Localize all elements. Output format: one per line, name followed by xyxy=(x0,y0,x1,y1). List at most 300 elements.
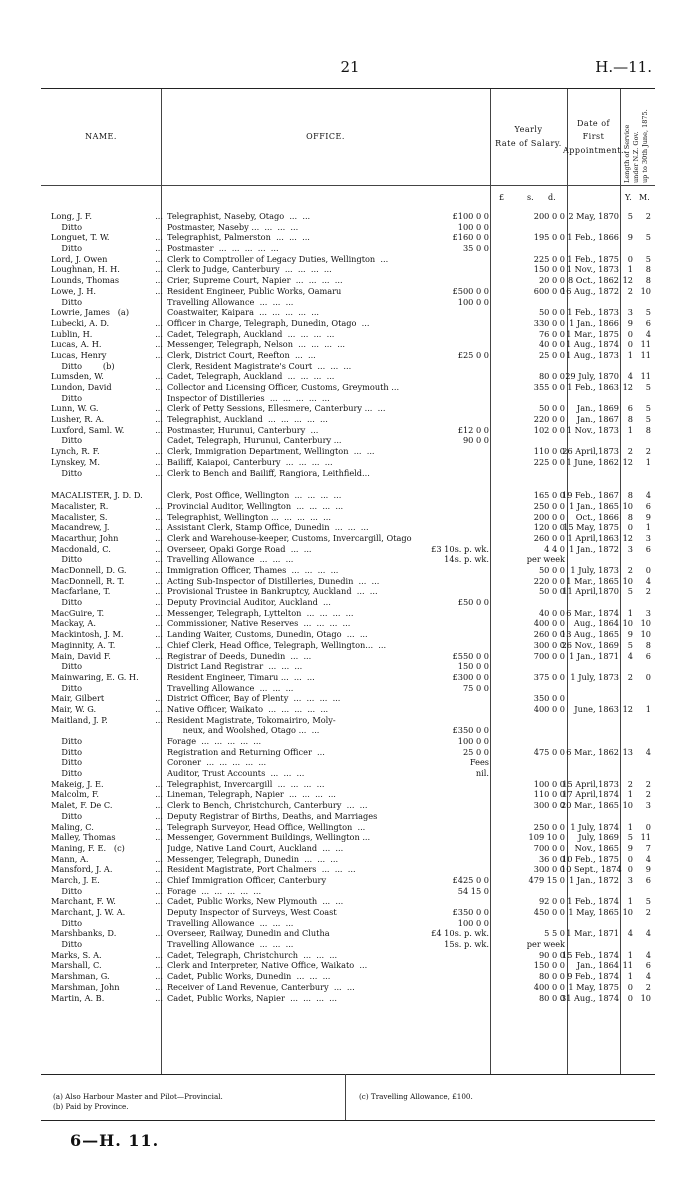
cell-rate: 450 0 0 xyxy=(533,907,565,917)
cell-date: 1 Feb., 1866 xyxy=(567,232,619,243)
table-row xyxy=(41,800,655,811)
table-row xyxy=(41,565,655,576)
cell-office: Auditor, Trust Accounts ... ... ... xyxy=(167,768,305,779)
cell-rate: 475 0 0 xyxy=(533,746,565,757)
leader-dots: ... xyxy=(155,800,163,811)
footnote-b: (b) Paid by Province. xyxy=(53,1102,129,1111)
cell-date: 1 Aug., 1873 xyxy=(566,349,619,360)
cell-months: 2 xyxy=(645,907,651,917)
cell-date: Jan., 1864 xyxy=(576,960,619,971)
leader-dots: ... xyxy=(155,981,163,992)
leader-dots: ... xyxy=(155,821,163,832)
cell-date: 16 Aug., 1872 xyxy=(561,285,620,296)
cell-name: Lord, J. Owen xyxy=(51,253,108,264)
leader-dots: ... xyxy=(155,992,163,1003)
cell-name: Lucas, A. H. xyxy=(51,339,102,350)
cell-sub-amount: £350 0 0 xyxy=(452,725,489,736)
cell-name: Marshman, G. xyxy=(51,971,110,982)
cell-months: 1 xyxy=(645,456,651,467)
table-row xyxy=(41,382,655,393)
table-row xyxy=(41,435,655,446)
cell-months: 2 xyxy=(645,778,651,789)
cell-date: 1 Jan., 1872 xyxy=(569,874,619,885)
leader-dots: ... xyxy=(155,382,163,392)
cell-office: Bailiff, Kaiapoi, Canterbury ... ... ... ... xyxy=(167,456,333,467)
cell-name: Ditto xyxy=(51,810,83,821)
leader-dots: ... xyxy=(155,232,163,243)
cell-date: 1 Aug., 1874 xyxy=(566,339,619,350)
cell-rate: 200 0 0 xyxy=(533,511,565,522)
cell-date: 1 Feb., 1863 xyxy=(567,382,619,392)
cell-date: 1 July, 1873 xyxy=(570,565,619,575)
cell-date: 19 Feb., 1867 xyxy=(562,490,619,501)
leader-dots: ... xyxy=(155,414,163,425)
table-row xyxy=(41,211,655,222)
cell-name: Maginnity, A. T. xyxy=(51,639,116,650)
cell-office: Acting Sub-Inspector of Distilleries, Dunedin ... ... xyxy=(167,575,380,586)
unit-pound: £ xyxy=(499,193,505,202)
cell-years: 2 xyxy=(627,778,633,789)
cell-years: 13 xyxy=(622,746,633,757)
cell-years: 8 xyxy=(627,511,633,522)
cell-name: Lubecki, A. D. xyxy=(51,317,110,328)
cell-name: Mann, A. xyxy=(51,853,89,864)
cell-rate: 5 5 0 xyxy=(544,928,565,939)
table-row xyxy=(41,339,655,350)
cell-name: Ditto xyxy=(51,467,83,478)
cell-office: Travelling Allowance ... ... ... xyxy=(167,939,294,950)
leader-dots: ... xyxy=(155,949,163,960)
cell-office: Cadet, Telegraph, Auckland ... ... ... ... xyxy=(167,371,335,382)
cell-name: Macalister, S. xyxy=(51,511,108,522)
table-row xyxy=(41,907,655,918)
table-row xyxy=(41,982,655,993)
cell-name: Maling, C. xyxy=(51,821,94,832)
leader-dots: ... xyxy=(155,275,163,286)
cell-months: 11 xyxy=(640,339,651,350)
cell-years: 9 xyxy=(627,842,633,853)
table-row xyxy=(41,608,655,619)
cell-rate: 50 0 0 xyxy=(538,565,565,575)
leader-dots: ... xyxy=(155,874,163,885)
cell-years: 1 xyxy=(627,789,633,800)
cell-date: 1 Feb., 1875 xyxy=(567,253,619,264)
cell-name: Lynch, R. F. xyxy=(51,446,100,457)
table-row xyxy=(41,939,655,950)
cell-rate: 300 0 0 xyxy=(533,800,565,811)
cell-date: 29 July, 1870 xyxy=(565,371,619,382)
cell-office: Lineman, Telegraph, Napier ... ... ... ... xyxy=(167,789,336,800)
cell-office: Coroner ... ... ... ... ... xyxy=(167,757,267,768)
leader-dots: ... xyxy=(155,778,163,789)
cell-months: 2 xyxy=(645,789,651,800)
table-row xyxy=(41,490,655,501)
cell-months: 9 xyxy=(645,864,651,875)
cell-years: 0 xyxy=(627,339,633,350)
header-date: Date of First Appointment. xyxy=(563,118,624,155)
cell-name: Malcolm, F. xyxy=(51,789,99,800)
leader-dots: ... xyxy=(155,928,163,939)
cell-sub-amount: nil. xyxy=(475,768,489,779)
cell-date: July, 1869 xyxy=(578,832,619,843)
table-row xyxy=(41,651,655,662)
leader-dots: ... xyxy=(155,522,163,533)
cell-months: 9 xyxy=(645,511,651,522)
cell-name: Lunn, W. G. xyxy=(51,403,99,414)
cell-date: 15 May, 1875 xyxy=(563,522,619,533)
unit-pence: d. xyxy=(548,193,556,202)
cell-office: Clerk to Bench, Christchurch, Canterbury ... ... xyxy=(167,800,368,811)
cell-name: Maitland, J. P. xyxy=(51,714,108,725)
cell-office: Resident Engineer, Public Works, Oamaru xyxy=(167,285,342,296)
cell-name: Ditto xyxy=(51,768,83,779)
cell-name: Maning, F. E. (c) xyxy=(51,842,125,853)
cell-name: Macalister, R. xyxy=(51,500,109,511)
table-row xyxy=(41,736,655,747)
cell-date: 31 Aug., 1874 xyxy=(561,992,620,1003)
cell-years: 8 xyxy=(627,490,633,501)
header-rule xyxy=(41,185,655,186)
cell-date: 1 July, 1873 xyxy=(570,671,619,682)
cell-name: Lusher, R. A. xyxy=(51,414,105,425)
unit-months: M. xyxy=(639,193,650,202)
cell-years: 4 xyxy=(627,928,633,939)
leader-dots: ... xyxy=(155,243,163,254)
cell-rate: 165 0 0 xyxy=(533,490,565,501)
cell-office: Messenger, Government Buildings, Wellington ... xyxy=(167,832,371,843)
leader-dots: ... xyxy=(155,885,163,896)
cell-years: 12 xyxy=(622,532,633,543)
cell-name: Ditto xyxy=(51,597,83,608)
cell-sub-amount: 90 0 0 xyxy=(462,435,489,446)
cell-years: 1 xyxy=(627,349,633,360)
table-row xyxy=(41,297,655,308)
cell-rate: 80 0 0 xyxy=(538,371,565,382)
cell-rate: 4 4 0 xyxy=(544,543,565,554)
cell-date: 10 Feb., 1875 xyxy=(562,853,619,864)
table-row xyxy=(41,361,655,372)
cell-rate: 600 0 0 xyxy=(533,285,565,296)
leader-dots: ... xyxy=(155,285,163,296)
cell-office: Travelling Allowance ... ... ... xyxy=(167,554,294,565)
cell-rate: 92 0 0 xyxy=(538,896,565,907)
cell-months: 11 xyxy=(640,371,651,382)
header-office: OFFICE. xyxy=(306,132,345,142)
table-row xyxy=(41,683,655,694)
cell-rate: 220 0 0 xyxy=(533,575,565,586)
cell-rate: 150 0 0 xyxy=(533,264,565,275)
table-row xyxy=(41,661,655,672)
cell-rate: 50 0 0 xyxy=(538,307,565,318)
cell-name: Mainwaring, E. G. H. xyxy=(51,671,139,682)
cell-office: Provincial Auditor, Wellington ... ... ... ... xyxy=(167,500,344,511)
cell-office: Chief Clerk, Head Office, Telegraph, Wellington... ... xyxy=(167,639,387,650)
table-row xyxy=(41,950,655,961)
table-row xyxy=(41,576,655,587)
cell-name: Ditto xyxy=(51,243,83,254)
cell-years: 4 xyxy=(627,371,633,382)
table-row xyxy=(41,286,655,297)
cell-name: Marshman, John xyxy=(51,981,120,992)
cell-years: 4 xyxy=(627,650,633,661)
cell-name: Ditto xyxy=(51,682,83,693)
cell-months: 5 xyxy=(645,896,651,907)
cell-office: Clerk, District Court, Reefton ... ... xyxy=(167,349,316,360)
table-row xyxy=(41,960,655,971)
cell-date: 2 May, 1870 xyxy=(568,211,619,221)
cell-years: 5 xyxy=(627,639,633,650)
table-row xyxy=(41,811,655,822)
leader-dots: ... xyxy=(155,639,163,650)
cell-months: 6 xyxy=(645,874,651,885)
cell-name: Lublin, H. xyxy=(51,328,93,339)
table-row xyxy=(41,393,655,404)
cell-years: 0 xyxy=(627,328,633,339)
cell-rate: 36 0 0 xyxy=(538,853,565,864)
cell-name: Macfarlane, T. xyxy=(51,586,111,597)
cell-office: Registration and Returning Officer ... xyxy=(167,746,325,757)
cell-months: 2 xyxy=(645,446,651,457)
cell-rate: 479 15 0 xyxy=(528,874,565,885)
cell-name: Lucas, Henry xyxy=(51,349,107,360)
cell-office: Coastwaiter, Kaipara ... ... ... ... ... xyxy=(167,307,320,318)
cell-rate: 700 0 0 xyxy=(533,650,565,661)
cell-date: 1 Nov., 1873 xyxy=(566,424,619,435)
cell-office: Messenger, Telegraph, Nelson ... ... ... ... xyxy=(167,339,346,350)
cell-office: Clerk, Resident Magistrate's Court ... ... ... xyxy=(167,360,352,371)
cell-sub-amount: £160 0 0 xyxy=(452,232,489,243)
leader-dots: ... xyxy=(155,693,163,704)
cell-rate: 400 0 0 xyxy=(533,618,565,629)
cell-months: 4 xyxy=(645,853,651,864)
cell-date: 1 Feb., 1874 xyxy=(567,896,619,907)
cell-rate: 300 0 0 xyxy=(533,639,565,650)
cell-office: Telegraph Surveyor, Head Office, Wellington ... xyxy=(167,821,366,832)
page-signature: 6—H. 11. xyxy=(70,1131,160,1150)
cell-office: Forage ... ... ... ... ... xyxy=(167,736,262,746)
leader-dots: ... xyxy=(155,960,163,971)
cell-years: 11 xyxy=(622,960,633,971)
cell-months: 2 xyxy=(645,981,651,992)
cell-sub-amount: 100 0 0 xyxy=(457,221,489,232)
cell-name: Ditto xyxy=(51,885,83,896)
table-row xyxy=(41,533,655,544)
cell-rate: 400 0 0 xyxy=(533,703,565,714)
table-rows xyxy=(41,211,655,1003)
cell-years: 10 xyxy=(622,500,633,511)
cell-date: 1 May, 1875 xyxy=(568,981,619,992)
cell-date: 1 Jan., 1866 xyxy=(569,317,619,328)
leader-dots: ... xyxy=(155,532,163,543)
cell-months: 3 xyxy=(645,532,651,543)
cell-years: 0 xyxy=(627,992,633,1003)
table-row xyxy=(41,544,655,555)
cell-office: Collector and Licensing Officer, Customs, Greymouth ... xyxy=(167,382,400,392)
table-row xyxy=(41,222,655,233)
cell-months: 6 xyxy=(645,543,651,554)
unit-shilling: s. xyxy=(527,193,534,202)
cell-rate: per week xyxy=(526,554,565,565)
leader-dots: ... xyxy=(155,789,163,800)
cell-years: 9 xyxy=(627,317,633,328)
cell-date: Nov., 1865 xyxy=(574,842,619,853)
table-row xyxy=(41,747,655,758)
footnote-divider xyxy=(345,1074,346,1120)
cell-name: Mackay, A. xyxy=(51,618,96,629)
table-row xyxy=(41,779,655,790)
cell-date: 10 Sept., 1874 xyxy=(561,864,622,875)
cell-years: 10 xyxy=(622,907,633,917)
cell-rate: 25 0 0 xyxy=(538,349,565,360)
cell-sub-amount: 25 0 0 xyxy=(462,746,489,757)
cell-months: 6 xyxy=(645,960,651,971)
cell-months: 10 xyxy=(640,285,651,296)
cell-name: Mair, W. G. xyxy=(51,703,97,714)
table-row xyxy=(41,318,655,329)
cell-rate: 250 0 0 xyxy=(533,500,565,511)
table-row xyxy=(41,693,655,704)
cell-years: 1 xyxy=(627,264,633,275)
page-number: 21 xyxy=(340,58,360,76)
cell-name: Ditto (b) xyxy=(51,360,115,371)
cell-office: Deputy Inspector of Surveys, West Coast xyxy=(167,907,337,917)
cell-name: Ditto xyxy=(51,221,83,232)
cell-date: 1 Jan., 1872 xyxy=(569,543,619,554)
table-row xyxy=(41,254,655,265)
table-row xyxy=(41,918,655,929)
cell-sub-amount: £500 0 0 xyxy=(452,285,489,296)
cell-name: Lounds, Thomas xyxy=(51,275,120,286)
cell-office: Cadet, Telegraph, Christchurch ... ... ... xyxy=(167,949,338,960)
table-row xyxy=(41,789,655,800)
leader-dots: ... xyxy=(155,714,163,725)
cell-months: 6 xyxy=(645,500,651,511)
table-row xyxy=(41,822,655,833)
cell-rate: 120 0 0 xyxy=(533,522,565,533)
cell-months: 8 xyxy=(645,275,651,286)
leader-dots: ... xyxy=(155,971,163,982)
leader-dots: ... xyxy=(155,629,163,640)
cell-name: Loughnan, H. H. xyxy=(51,264,120,275)
cell-years: 5 xyxy=(627,832,633,843)
cell-office: Clerk to Judge, Canterbury ... ... ... ... xyxy=(167,264,332,275)
leader-dots: ... xyxy=(155,500,163,511)
table-row xyxy=(41,275,655,286)
cell-sub-amount: £300 0 0 xyxy=(452,671,489,682)
cell-name: Lowrie, James (a) xyxy=(51,307,130,318)
table-row xyxy=(41,886,655,897)
cell-office: Registrar of Deeds, Dunedin ... ... xyxy=(167,650,312,661)
cell-years: 10 xyxy=(622,800,633,811)
cell-office: Clerk, Post Office, Wellington ... ... ... ... xyxy=(167,490,342,501)
table-row xyxy=(41,896,655,907)
cell-sub-amount: 75 0 0 xyxy=(462,682,489,693)
table-row xyxy=(41,715,655,726)
leader-dots: ... xyxy=(155,456,163,467)
cell-name: MACALISTER, J. D. D. xyxy=(51,490,143,501)
header-rate: Yearly Rate of Salary. xyxy=(495,125,562,148)
footnote-c: (c) Travelling Allowance, £100. xyxy=(359,1092,473,1101)
cell-name: Marchant, J. W. A. xyxy=(51,907,126,917)
cell-name: Martin, A. B. xyxy=(51,992,105,1003)
cell-sub-amount: £50 0 0 xyxy=(457,597,489,608)
leader-dots: ... xyxy=(155,597,163,608)
table-row xyxy=(41,864,655,875)
cell-date: 11 April,1870 xyxy=(562,586,619,597)
cell-sub-amount: £550 0 0 xyxy=(452,650,489,661)
cell-sub-amount: 150 0 0 xyxy=(457,661,489,672)
cell-office: Cadet, Telegraph, Auckland ... ... ... ... xyxy=(167,328,335,339)
leader-dots: ... xyxy=(155,253,163,264)
cell-office: Telegraphist, Invercargill ... ... ... ... xyxy=(167,778,325,789)
cell-months: 4 xyxy=(645,971,651,982)
cell-office: Telegraphist, Palmerston ... ... ... xyxy=(167,232,310,243)
cell-office: Messenger, Telegraph, Dunedin ... ... ... xyxy=(167,853,339,864)
cell-office: Postmaster ... ... ... ... ... xyxy=(167,243,279,254)
cell-office: Deputy Registrar of Births, Deaths, and Marriages xyxy=(167,810,378,821)
leader-dots: ... xyxy=(155,403,163,414)
table-row xyxy=(41,843,655,854)
cell-years: 2 xyxy=(627,671,633,682)
cell-years: 0 xyxy=(627,981,633,992)
cell-name: Ditto xyxy=(51,917,83,928)
cell-date: Jan., 1869 xyxy=(576,403,619,414)
table-row xyxy=(41,725,655,736)
table-row xyxy=(41,264,655,275)
cell-rate: 225 0 0 xyxy=(533,456,565,467)
cell-years: 2 xyxy=(627,565,633,575)
cell-rate: 40 0 0 xyxy=(538,607,565,618)
cell-date: 1 June, 1862 xyxy=(566,456,619,467)
cell-months: 5 xyxy=(645,253,651,264)
cell-months: 5 xyxy=(645,414,651,425)
cell-name: Macdonald, C. xyxy=(51,543,111,554)
cell-date: 6 Mar., 1862 xyxy=(566,746,619,757)
cell-months: 10 xyxy=(640,618,651,629)
table-row xyxy=(41,243,655,254)
cell-years: 1 xyxy=(627,424,633,435)
leader-dots: ... xyxy=(155,565,163,575)
leader-dots: ... xyxy=(155,554,163,565)
table-row xyxy=(41,672,655,683)
cell-years: 3 xyxy=(627,543,633,554)
cell-name: Marks, S. A. xyxy=(51,949,102,960)
cell-years: 1 xyxy=(627,821,633,832)
cell-months: 4 xyxy=(645,746,651,757)
leader-dots: ... xyxy=(155,832,163,843)
cell-months: 11 xyxy=(640,832,651,843)
cell-name: Lundon, David xyxy=(51,382,112,392)
table-row xyxy=(41,704,655,715)
leader-dots: ... xyxy=(155,371,163,382)
table-row xyxy=(41,554,655,565)
cell-office: Immigration Officer, Thames ... ... ... ... xyxy=(167,565,339,575)
cell-years: 1 xyxy=(627,607,633,618)
table-row xyxy=(41,501,655,512)
cell-name: Lynskey, M. xyxy=(51,456,100,467)
cell-date: 1 Feb., 1873 xyxy=(567,307,619,318)
cell-office: Travelling Allowance ... ... ... xyxy=(167,917,294,928)
leader-dots: ... xyxy=(155,317,163,328)
cell-date: 1 May, 1865 xyxy=(568,907,619,917)
cell-months: 1 xyxy=(645,522,651,533)
table-row xyxy=(41,446,655,457)
cell-months: 5 xyxy=(645,232,651,243)
cell-name: Macarthur, John xyxy=(51,532,119,543)
cell-name: Luxford, Saml. W. xyxy=(51,424,125,435)
cell-office: Resident Magistrate, Port Chalmers ... ... ... xyxy=(167,864,356,875)
page-header xyxy=(0,0,700,80)
